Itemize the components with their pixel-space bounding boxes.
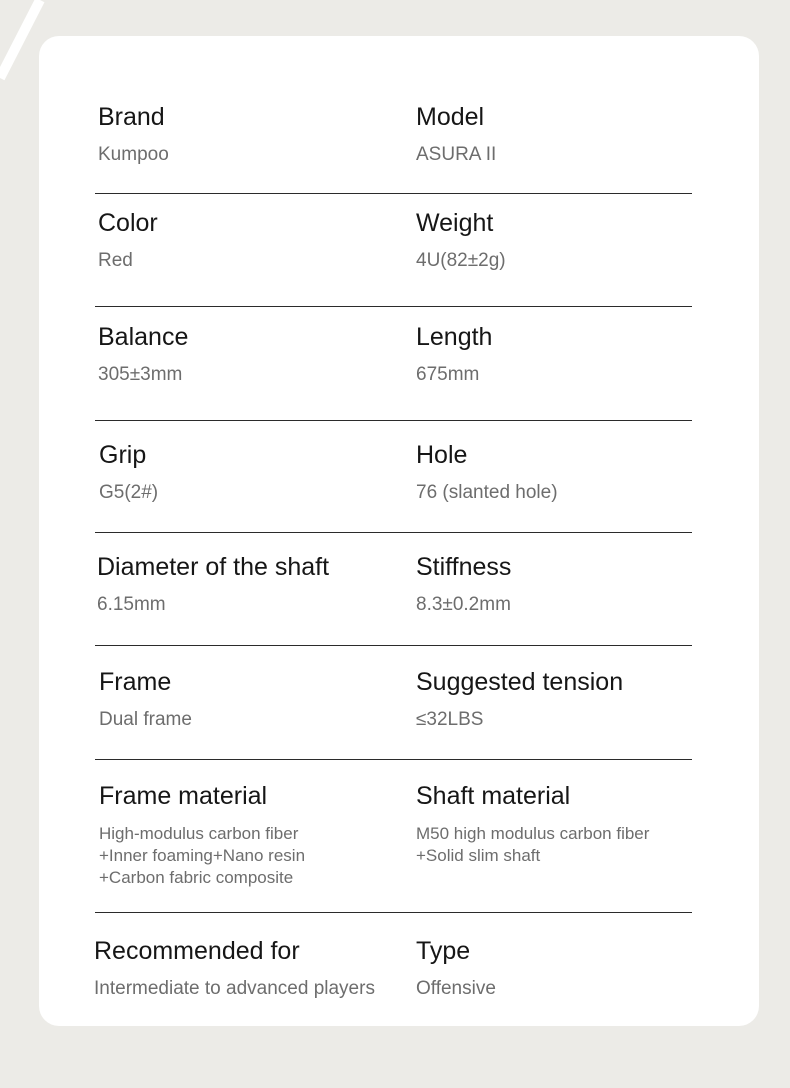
spec-label: Suggested tension bbox=[416, 668, 624, 696]
spec-label: Balance bbox=[98, 323, 189, 351]
spec-label: Grip bbox=[99, 441, 147, 469]
spec-value: M50 high modulus carbon fiber +Solid slim shaft bbox=[416, 824, 650, 865]
spec-label: Stiffness bbox=[416, 553, 512, 581]
spec-label: Brand bbox=[98, 103, 165, 131]
spec-value: Intermediate to advanced players bbox=[94, 978, 375, 999]
spec-balance bbox=[98, 322, 188, 387]
spec-label: Color bbox=[98, 209, 158, 237]
row-divider bbox=[95, 306, 692, 307]
spec-recommended-for bbox=[94, 936, 375, 1001]
row-divider bbox=[95, 420, 692, 421]
spec-length bbox=[416, 322, 492, 387]
spec-value: ≤32LBS bbox=[416, 709, 484, 730]
row-divider bbox=[95, 759, 692, 760]
row-divider bbox=[95, 645, 692, 646]
spec-label: Diameter of the shaft bbox=[97, 553, 330, 581]
spec-grip bbox=[99, 440, 158, 505]
spec-model bbox=[416, 102, 496, 167]
spec-shaft-material bbox=[416, 781, 649, 867]
spec-value: Offensive bbox=[416, 978, 496, 999]
spec-frame bbox=[99, 667, 192, 732]
spec-label: Length bbox=[416, 323, 493, 351]
row-divider bbox=[95, 193, 692, 194]
spec-suggested-tension bbox=[416, 667, 623, 732]
spec-value: 675mm bbox=[416, 364, 480, 385]
spec-label: Model bbox=[416, 103, 485, 131]
spec-frame-material bbox=[99, 781, 305, 889]
spec-brand bbox=[98, 102, 169, 167]
spec-label: Recommended for bbox=[94, 937, 300, 965]
spec-color bbox=[98, 208, 158, 273]
spec-label: Type bbox=[416, 937, 471, 965]
row-divider bbox=[95, 532, 692, 533]
spec-value: 6.15mm bbox=[97, 594, 166, 615]
spec-label: Frame material bbox=[99, 782, 268, 810]
spec-value: Red bbox=[98, 250, 133, 271]
spec-value: 8.3±0.2mm bbox=[416, 594, 511, 615]
spec-label: Frame bbox=[99, 668, 172, 696]
spec-value: 76 (slanted hole) bbox=[416, 482, 558, 503]
spec-hole bbox=[416, 440, 558, 505]
spec-value: ASURA II bbox=[416, 144, 497, 165]
spec-value: 4U(82±2g) bbox=[416, 250, 506, 271]
spec-value: Kumpoo bbox=[98, 144, 169, 165]
spec-type bbox=[416, 936, 496, 1001]
spec-stiffness bbox=[416, 552, 511, 617]
spec-weight bbox=[416, 208, 506, 273]
spec-label: Hole bbox=[416, 441, 468, 469]
spec-value: G5(2#) bbox=[99, 482, 159, 503]
spec-value: High-modulus carbon fiber +Inner foaming+Nano resin +Carbon fabric composite bbox=[99, 824, 306, 887]
spec-label: Weight bbox=[416, 209, 494, 237]
spec-shaft-diameter bbox=[97, 552, 329, 617]
spec-value: 305±3mm bbox=[98, 364, 183, 385]
spec-card bbox=[39, 36, 759, 1026]
spec-label: Shaft material bbox=[416, 782, 571, 810]
row-divider bbox=[95, 912, 692, 913]
spec-value: Dual frame bbox=[99, 709, 192, 730]
